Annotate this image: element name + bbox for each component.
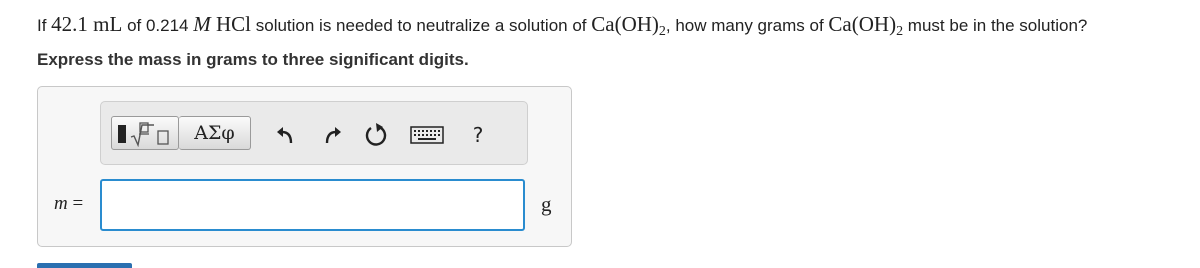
keyboard-icon bbox=[410, 126, 444, 144]
answer-panel bbox=[37, 86, 572, 247]
volume-value: 42.1 bbox=[51, 12, 88, 36]
help-icon: ? bbox=[472, 123, 484, 147]
templates-button[interactable] bbox=[111, 116, 179, 150]
molarity-value: 0.214 bbox=[145, 16, 189, 35]
base-formula: $Ca(OH)_2$ bbox=[828, 12, 904, 39]
math-toolbar bbox=[100, 101, 528, 165]
reset-button[interactable] bbox=[363, 122, 389, 148]
reset-icon bbox=[364, 123, 388, 147]
mass-answer-input[interactable] bbox=[100, 179, 525, 231]
unit-label: g bbox=[541, 192, 552, 216]
instruction-text: Express the mass in grams to three significant digits. bbox=[37, 50, 469, 69]
help-button[interactable] bbox=[465, 122, 491, 148]
undo-icon bbox=[276, 126, 296, 144]
greek-letters-icon: ΑΣφ bbox=[194, 122, 235, 144]
redo-icon bbox=[322, 126, 342, 144]
submit-button[interactable] bbox=[37, 263, 132, 268]
redo-button[interactable] bbox=[319, 122, 345, 148]
keyboard-button[interactable] bbox=[407, 122, 447, 148]
radical-fraction-icon bbox=[130, 121, 176, 147]
templates-icon bbox=[118, 125, 126, 143]
greek-letters-button[interactable] bbox=[179, 116, 251, 150]
question-text: If 42.1 mL of 0.214 M HCl solution is needed to neutralize a solution of $Ca(OH)_2$, how many grams of $Ca(OH)_2$ must be in the solution? bbox=[37, 12, 1088, 39]
base-formula: $Ca(OH)_2$ bbox=[591, 12, 666, 39]
answer-variable-label: m = bbox=[54, 193, 84, 214]
undo-button[interactable] bbox=[273, 122, 299, 148]
